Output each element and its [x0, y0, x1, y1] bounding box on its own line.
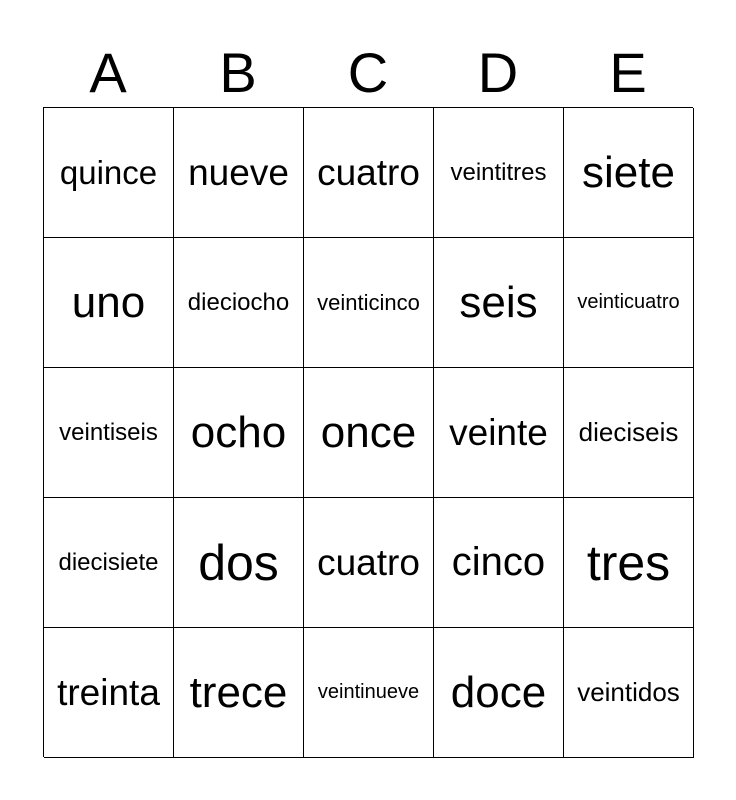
column-letter-d: D [477, 41, 519, 104]
bingo-cell-c4[interactable]: cuatro [304, 498, 434, 628]
bingo-board [43, 107, 693, 757]
bingo-cell-d1[interactable]: veintitres [434, 108, 564, 238]
bingo-cell-e5[interactable]: veintidos [564, 628, 694, 758]
bingo-cell-a2[interactable]: uno [44, 238, 174, 368]
bingo-cell-e1[interactable]: siete [564, 108, 694, 238]
bingo-cell-a3[interactable]: veintiseis [44, 368, 174, 498]
bingo-cell-d2[interactable]: seis [434, 238, 564, 368]
bingo-cell-c5[interactable]: veintinueve [304, 628, 434, 758]
bingo-cell-d5[interactable]: doce [434, 628, 564, 758]
column-letter-a: A [89, 41, 127, 104]
bingo-cell-a4[interactable]: diecisiete [44, 498, 174, 628]
bingo-cell-e2[interactable]: veinticuatro [564, 238, 694, 368]
column-letter-e: E [609, 41, 647, 104]
bingo-cell-b4[interactable]: dos [174, 498, 304, 628]
bingo-cell-b1[interactable]: nueve [174, 108, 304, 238]
bingo-cell-a1[interactable]: quince [44, 108, 174, 238]
bingo-cell-c2[interactable]: veinticinco [304, 238, 434, 368]
bingo-cell-e3[interactable]: dieciseis [564, 368, 694, 498]
bingo-cell-a5[interactable]: treinta [44, 628, 174, 758]
column-letter-c: C [347, 41, 389, 104]
bingo-cell-d3[interactable]: veinte [434, 368, 564, 498]
bingo-cell-c3[interactable]: once [304, 368, 434, 498]
bingo-cell-e4[interactable]: tres [564, 498, 694, 628]
bingo-cell-b2[interactable]: dieciocho [174, 238, 304, 368]
bingo-cell-c1[interactable]: cuatro [304, 108, 434, 238]
bingo-cell-d4[interactable]: cinco [434, 498, 564, 628]
bingo-cell-b5[interactable]: trece [174, 628, 304, 758]
bingo-header [43, 38, 693, 108]
column-letter-b: B [219, 41, 257, 104]
bingo-cell-b3[interactable]: ocho [174, 368, 304, 498]
